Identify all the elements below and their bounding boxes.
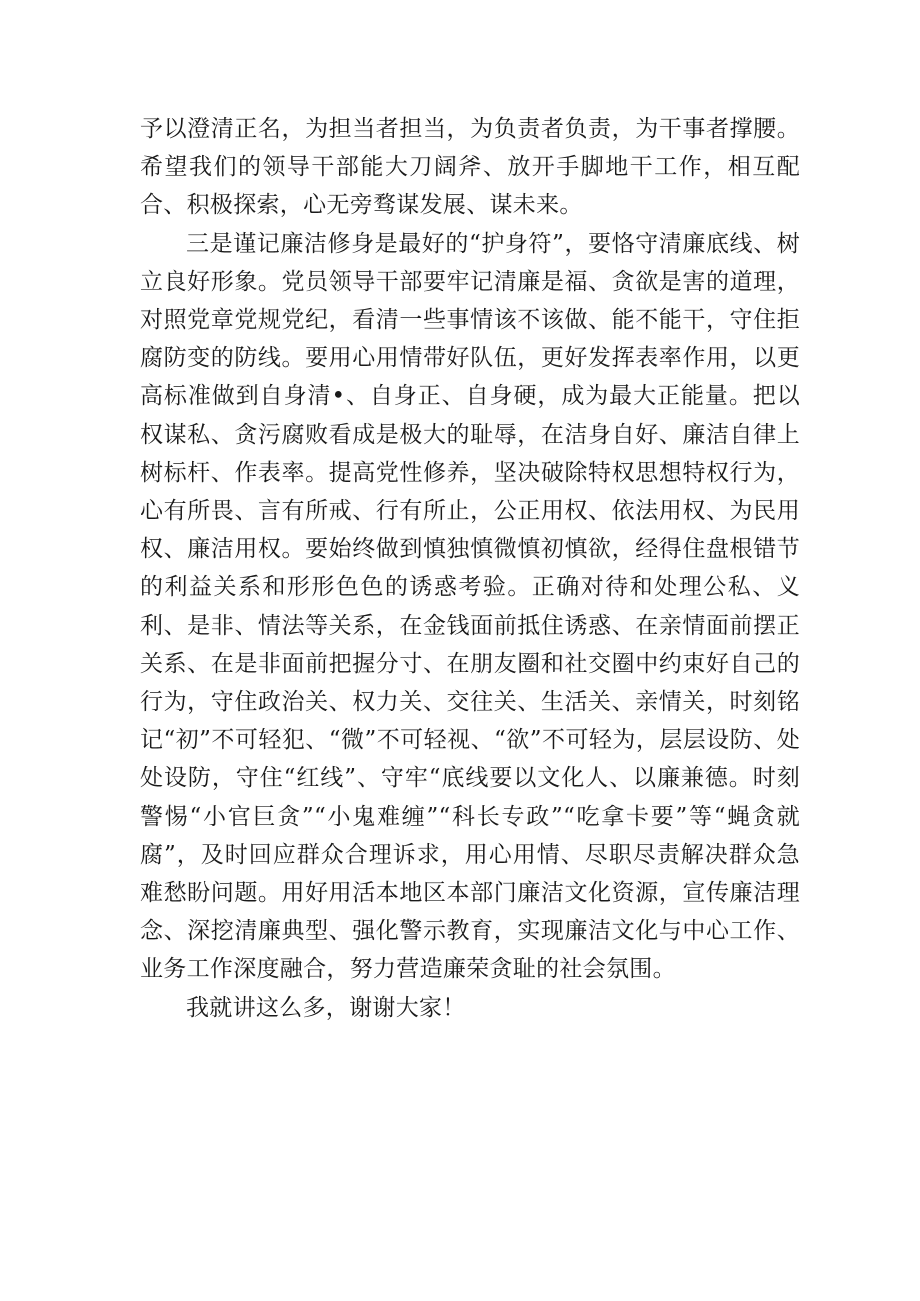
paragraph-integrity-section: 三是谨记廉洁修身是最好的“护身符”，要恪守清廉底线、树立良好形象。党员领导干部要牢记清廉是福、贪欲是害的道理，对照党章党规党纪，看清一些事情该不该做、能不能干，守住拒腐防变的防线。要用心用情带好队伍，更好发挥表率作用，以更高标准做到自身清•、自身正、自身硬，成为最大正能量。把以权谋私、贪污腐败看成是极大的耻辱，在洁身自好、廉洁自律上树标杆、作表率。提高党性修养，坚决破除特权思想特权行为，心有所畏、言有所戒、行有所止，公正用权、依法用权、为民用权、廉洁用权。要始终做到慎独慎微慎初慎欲，经得住盘根错节的利益关系和形形色色的诱惑考验。正确对待和处理公私、义利、是非、情法等关系，在金钱面前抵住诱惑、在亲情面前摆正关系、在是非面前把握分寸、在朋友圈和社交圈中约束好自己的行为，守住政治关、权力关、交往关、生活关、亲情关，时刻铭记“初”不可轻犯、“微”不可轻视、“欲”不可轻为，层层设防、处处设防，守住“红线”、守牢“底线要以文化人、以廉兼德。时刻警惕“小官巨贪”“小鬼难缠”“科长专政”“吃拿卡要”等“蝇贪就腐”，及时回应群众合理诉求，用心用情、尽职尽责解决群众急难愁盼问题。用好用活本地区本部门廉洁文化资源，宣传廉洁理念、深挖清廉典型、强化警示教育，实现廉洁文化与中心工作、业务工作深度融合，努力营造廉荣贪耻的社会氛围。 <box>140 230 800 983</box>
paragraph-closing-remark: 我就讲这么多，谢谢大家！ <box>186 994 466 1021</box>
paragraph-continuation: 予以澄清正名，为担当者担当，为负责者负责，为干事者撑腰。希望我们的领导干部能大刀阔斧、放开手脚地干工作，相互配合、积极探索，心无旁骛谋发展、谋未来。 <box>140 116 800 219</box>
document-body <box>140 110 800 1027</box>
